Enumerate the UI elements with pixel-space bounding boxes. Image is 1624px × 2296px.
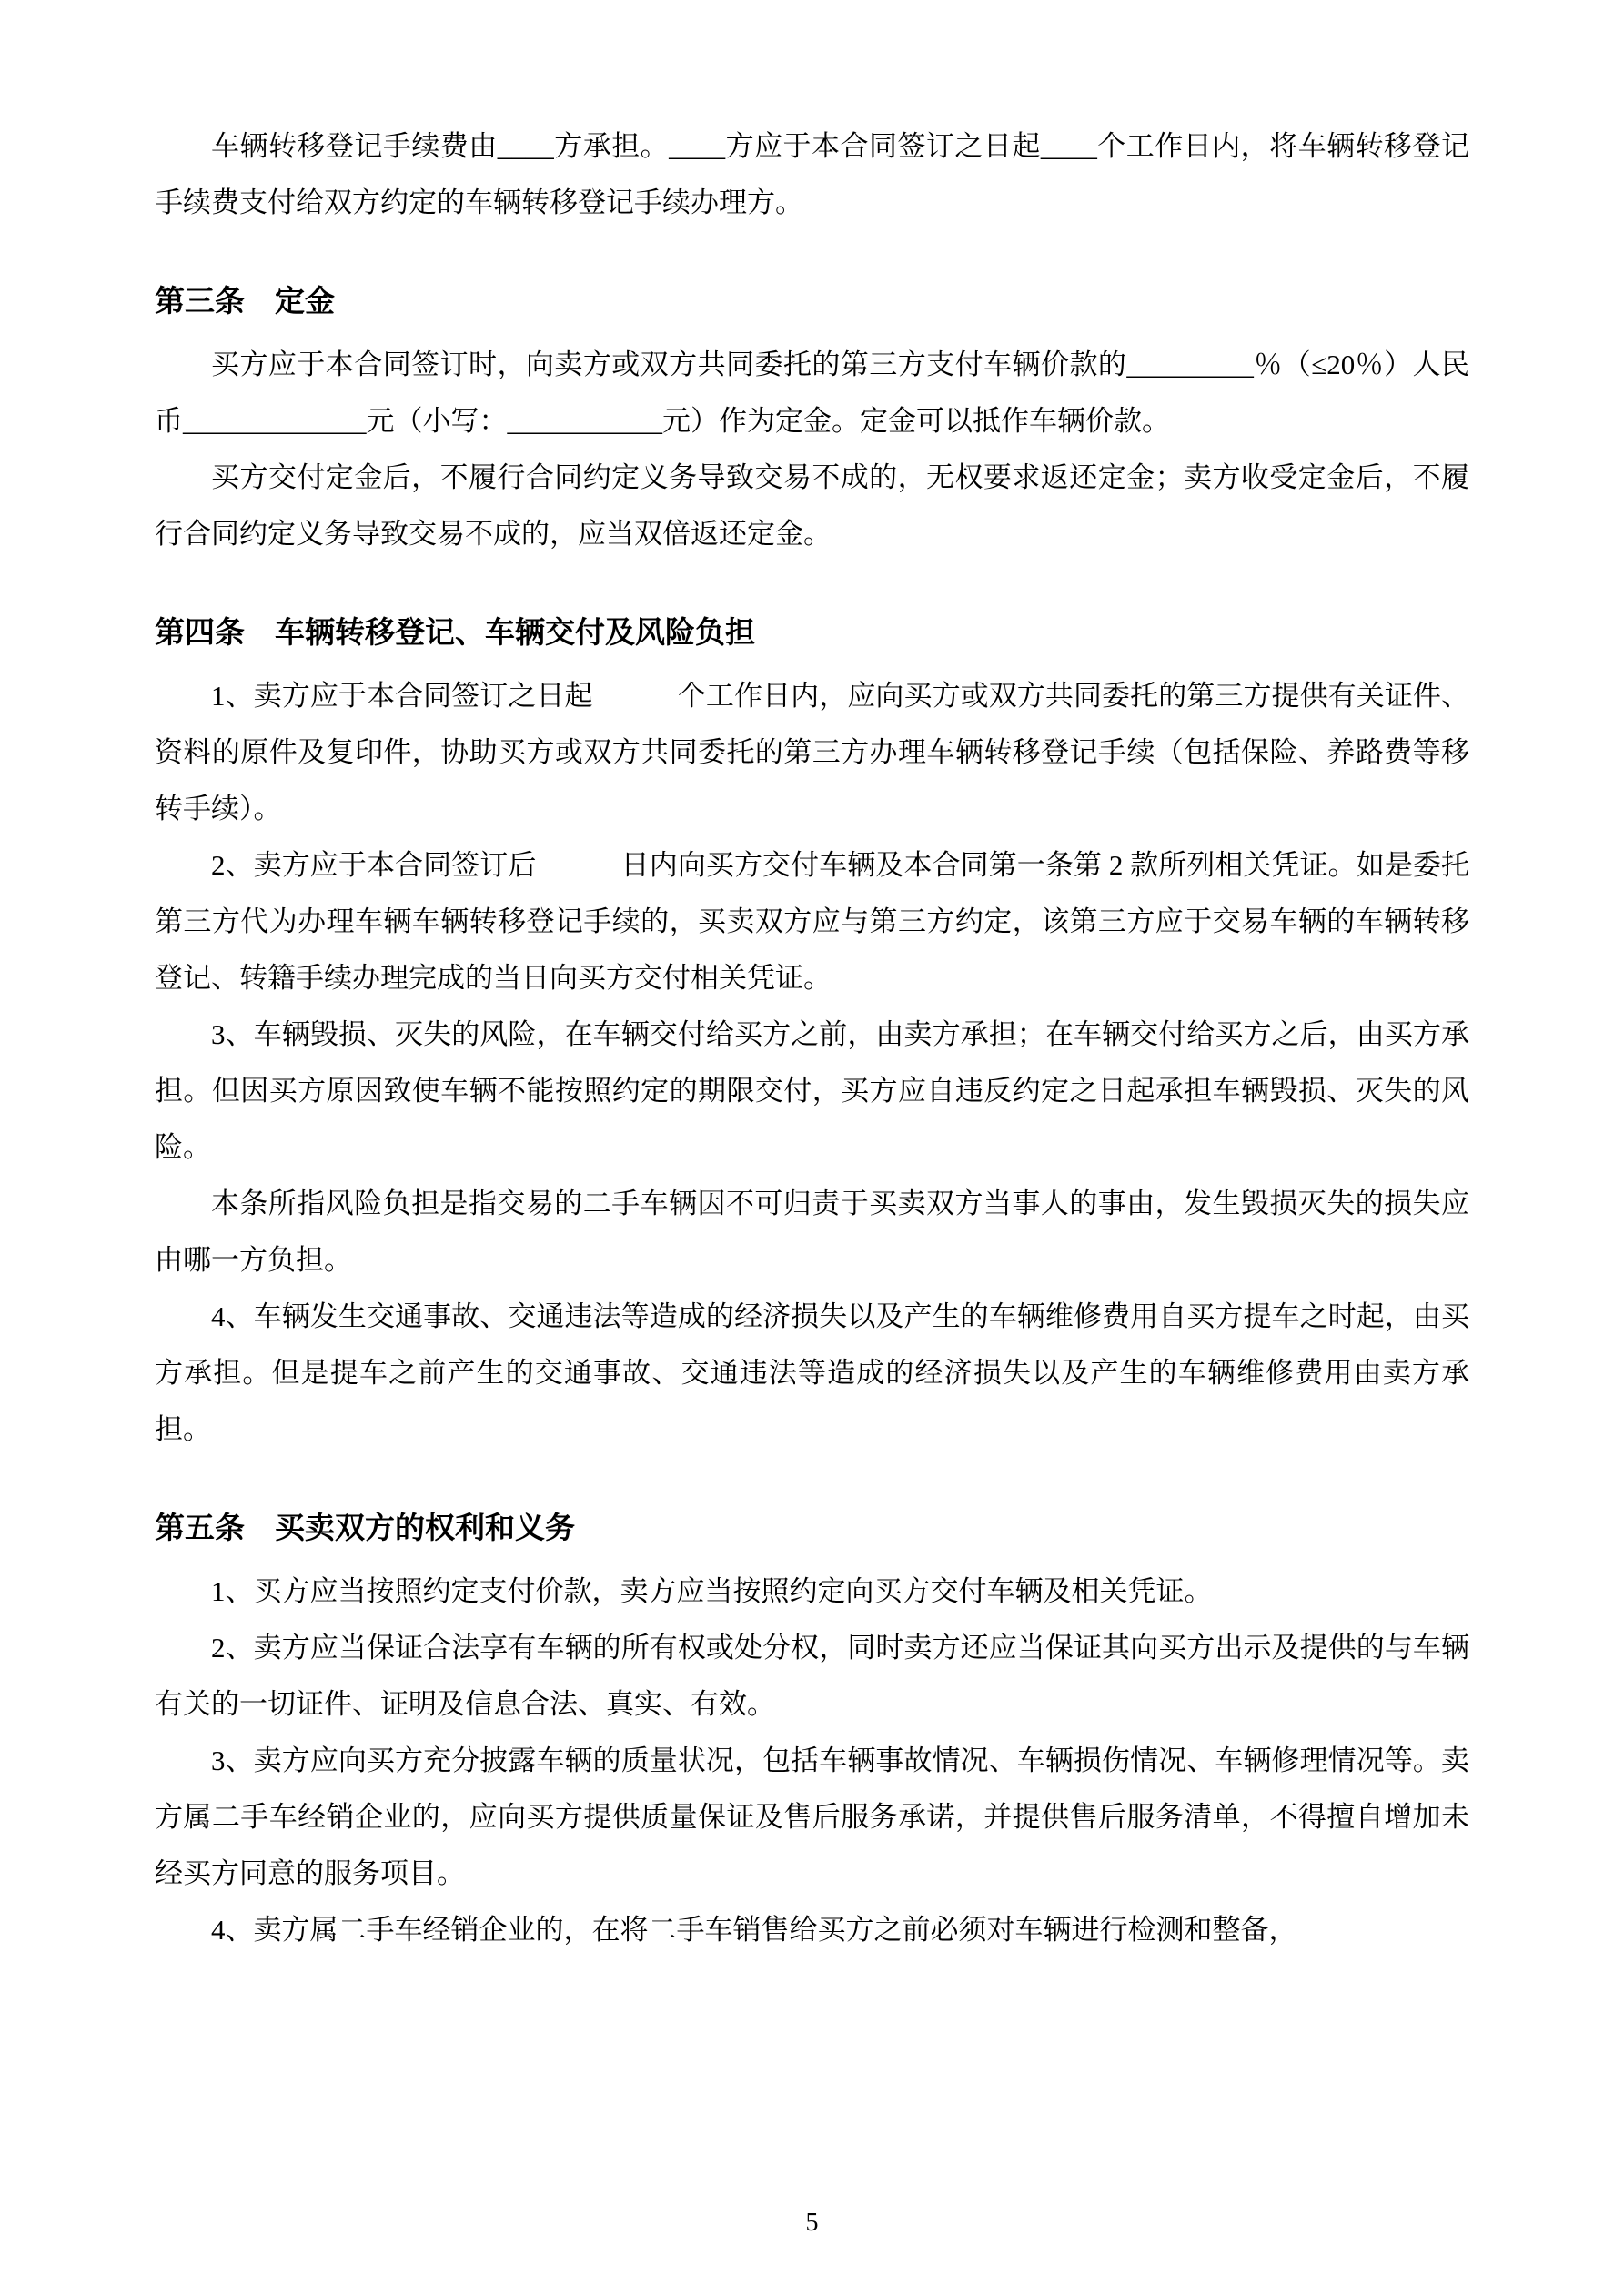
article5-item-4: 4、卖方属二手车经销企业的，在将二手车销售给买方之前必须对车辆进行检测和整备， <box>211 1914 1297 1946</box>
article4-item-4: 4、车辆发生交通事故、交通违法等造成的经济损失以及产生的车辆维修费用自买方提车之时起，由买方承担。但是提车之前产生的交通事故、交通违法等造成的经济损失以及产生的车辆维修费用由卖方承担。 <box>155 1300 1469 1445</box>
article4-item-1: 1、卖方应于本合同签订之日起 个工作日内，应向买方或双方共同委托的第三方提供有关证件、资料的原件及复印件，协助买方或双方共同委托的第三方办理车辆转移登记手续（包括保险、养路费等移转手续）。 <box>155 680 1469 824</box>
paragraph-transfer-fee: 车辆转移登记手续费由____方承担。____方应于本合同签订之日起____个工作日内，将车辆转移登记手续费支付给双方约定的车辆转移登记手续办理方。 <box>155 130 1469 218</box>
article3-paragraph-deposit-amount: 买方应于本合同签订时，向卖方或双方共同委托的第三方支付车辆价款的_________％（≤20％）人民币_____________元（小写：___________元）作为定金。定金可以抵作车辆价款。 <box>155 349 1469 437</box>
article4-item-2: 2、卖方应于本合同签订后 日内向买方交付车辆及本合同第一条第 2 款所列相关凭证。如是委托第三方代为办理车辆车辆转移登记手续的，买卖双方应与第三方约定，该第三方应于交易车辆的车辆转移登记、转籍手续办理完成的当日向买方交付相关凭证。 <box>155 849 1469 994</box>
article3-paragraph-deposit-rules: 买方交付定金后，不履行合同约定义务导致交易不成的，无权要求返还定金；卖方收受定金后，不履行合同约定义务导致交易不成的，应当双倍返还定金。 <box>155 461 1469 550</box>
article4-item-3: 3、车辆毁损、灭失的风险，在车辆交付给买方之前，由卖方承担；在车辆交付给买方之后，由买方承担。但因买方原因致使车辆不能按照约定的期限交付，买方应自违反约定之日起承担车辆毁损、灭失的风险。 <box>155 1018 1469 1163</box>
article3-heading: 第三条 定金 <box>155 284 335 318</box>
article5-item-3: 3、卖方应向买方充分披露车辆的质量状况，包括车辆事故情况、车辆损伤情况、车辆修理情况等。卖方属二手车经销企业的，应向买方提供质量保证及售后服务承诺，并提供售后服务清单，不得擅自增加未经买方同意的服务项目。 <box>155 1745 1469 1889</box>
article4-heading: 第四条 车辆转移登记、车辆交付及风险负担 <box>155 615 755 649</box>
article5-item-2: 2、卖方应当保证合法享有车辆的所有权或处分权，同时卖方还应当保证其向买方出示及提供的与车辆有关的一切证件、证明及信息合法、真实、有效。 <box>155 1632 1469 1720</box>
page-number: 5 <box>805 2209 819 2237</box>
article5-item-1: 1、买方应当按照约定支付价款，卖方应当按照约定向买方交付车辆及相关凭证。 <box>211 1575 1213 1607</box>
article5-heading: 第五条 买卖双方的权利和义务 <box>155 1511 575 1544</box>
article4-risk-definition: 本条所指风险负担是指交易的二手车辆因不可归责于买卖双方当事人的事由，发生毁损灭失的损失应由哪一方负担。 <box>155 1188 1469 1276</box>
